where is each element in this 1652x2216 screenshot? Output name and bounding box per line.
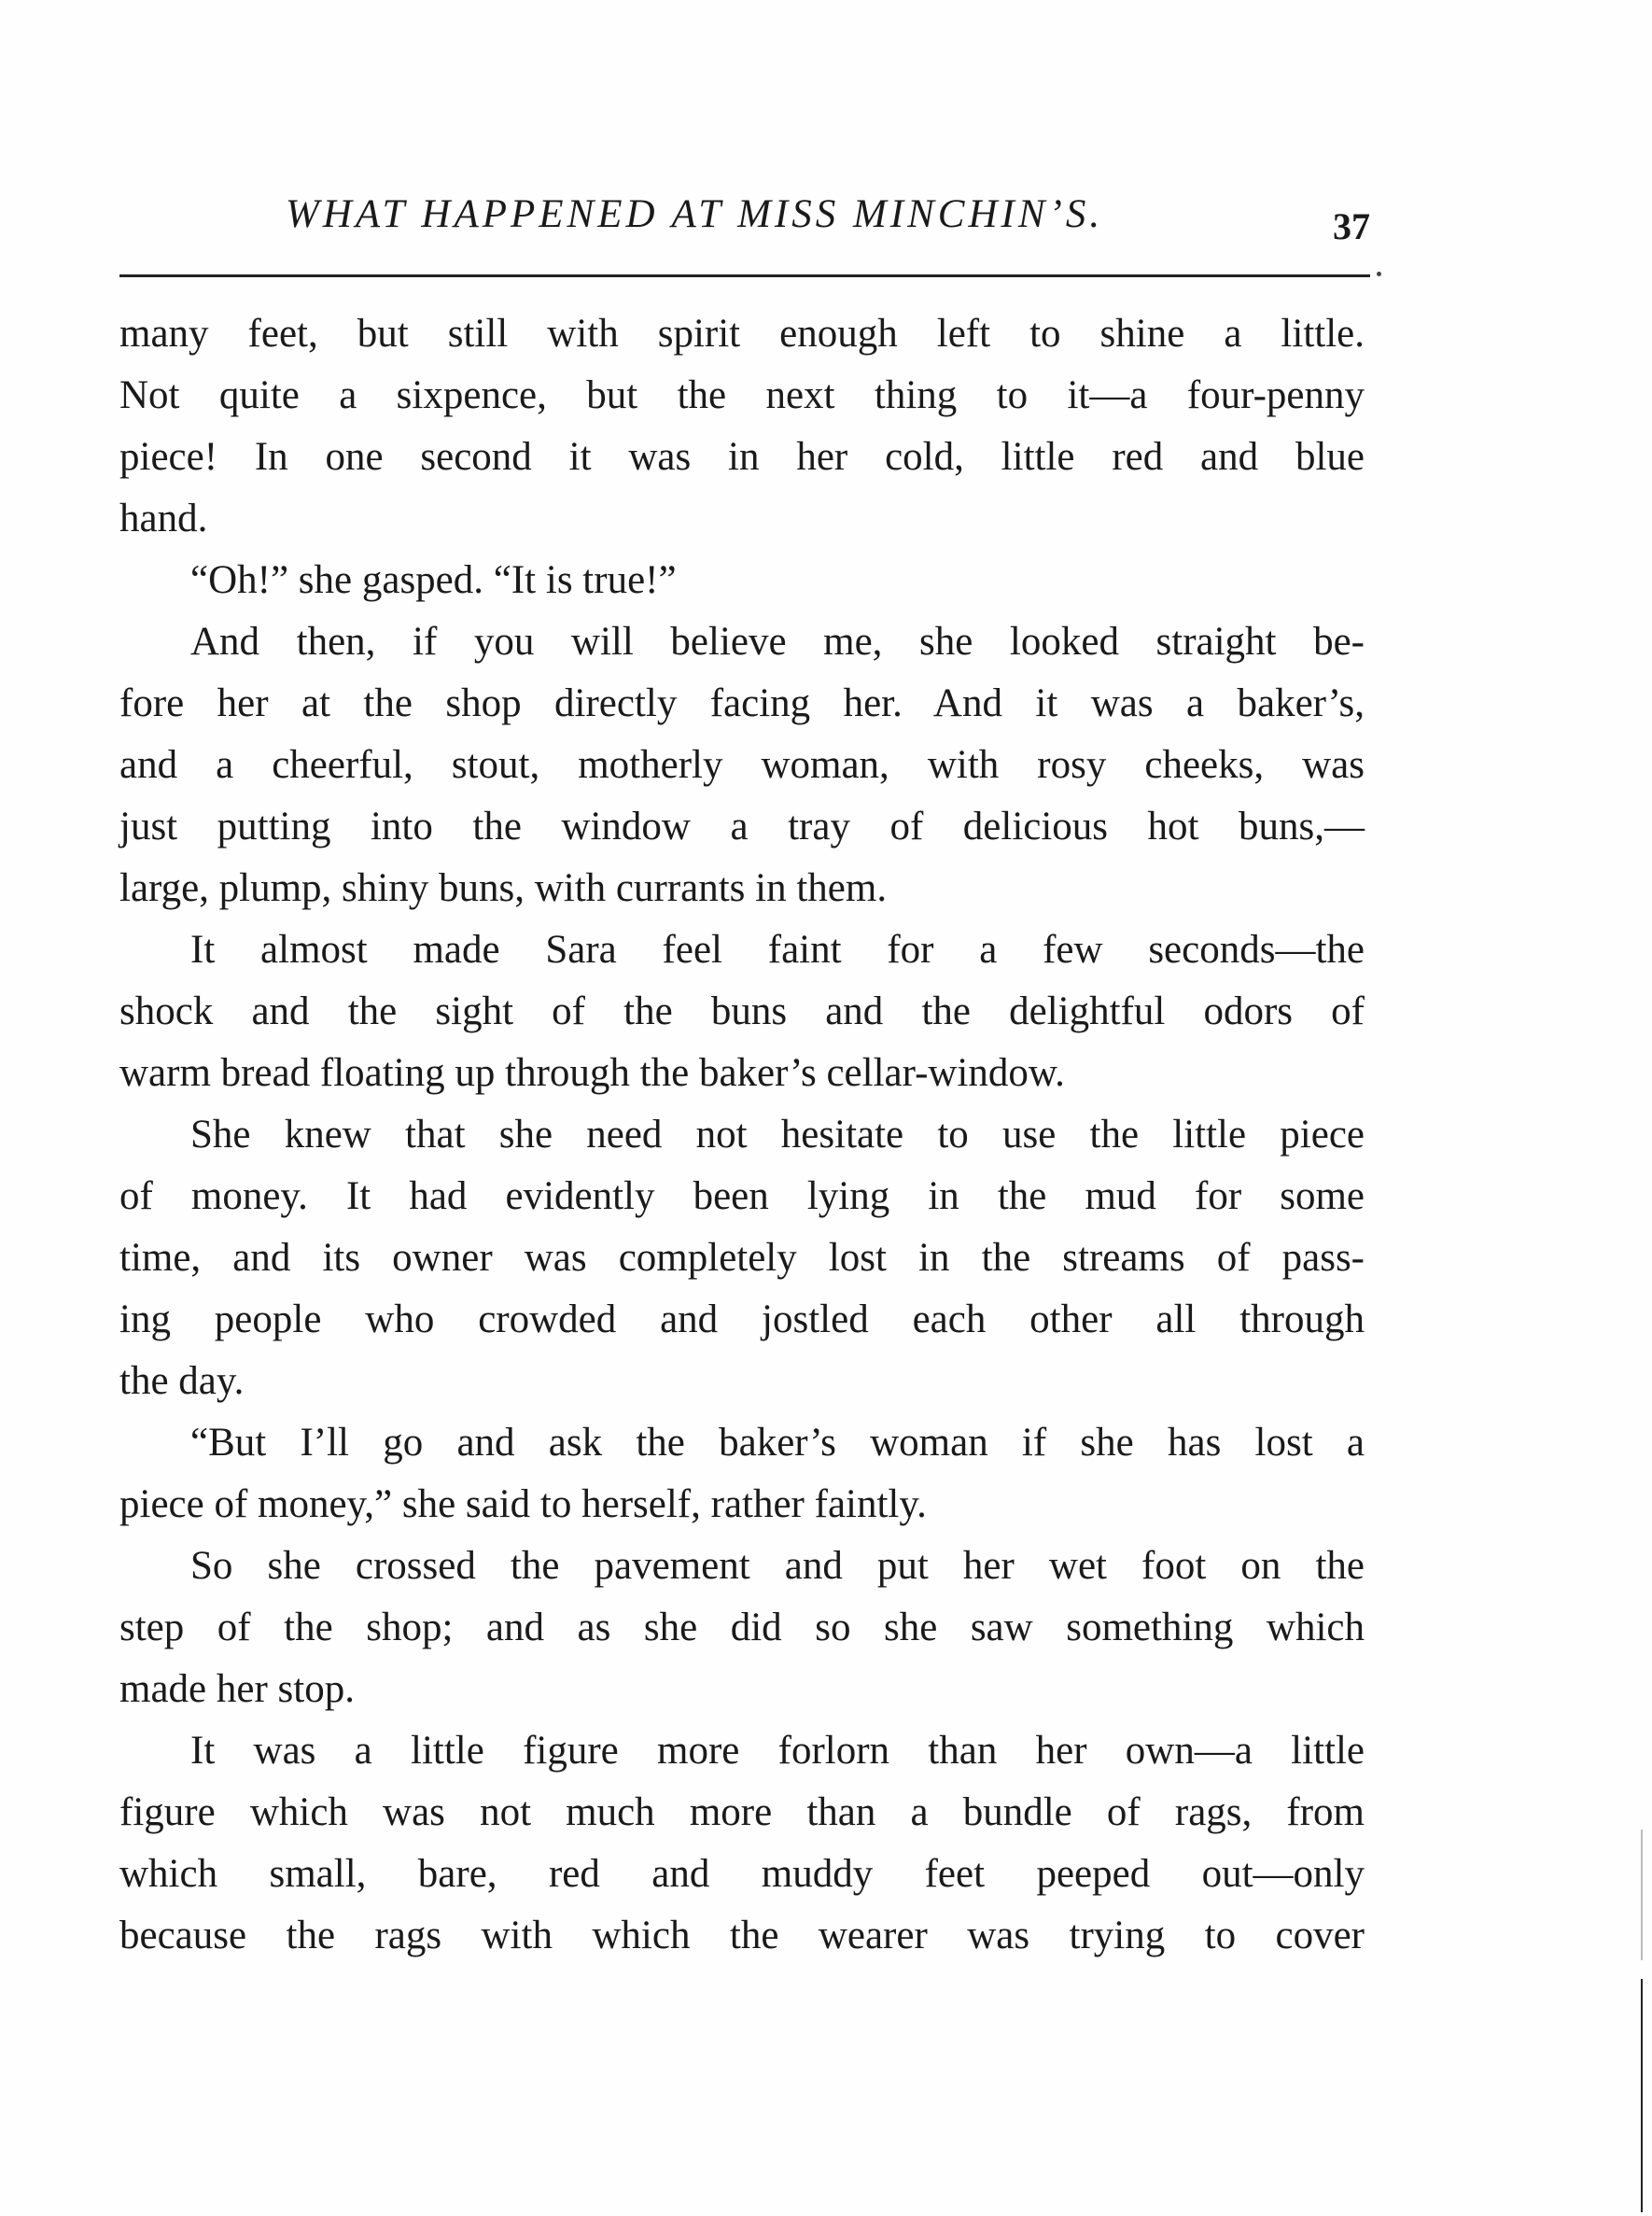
text-line: large, plump, shiny buns, with currants in them. [119, 866, 888, 910]
text-line: She knew that she need not hesitate to use the little piece [190, 1113, 1365, 1157]
running-head [119, 191, 1370, 247]
text-line: the day. [119, 1359, 245, 1403]
text-line: just putting into the window a tray of delicious hot buns,— [119, 805, 1365, 849]
text-line: “But I’ll go and ask the baker’s woman if she has lost a [190, 1421, 1365, 1465]
text-line: time, and its owner was completely lost in the streams of pass- [119, 1236, 1365, 1280]
page-edge-mark [1641, 1979, 1643, 2212]
paragraph [119, 1536, 1365, 1720]
text-line: of money. It had evidently been lying in the mud for some [119, 1174, 1365, 1218]
rule-end-dot [1377, 272, 1381, 276]
gutter-mark [1641, 1830, 1643, 1960]
text-line: shock and the sight of the buns and the delightful odors of [119, 989, 1365, 1033]
text-line: because the rags with which the wearer was trying to cover [119, 1914, 1365, 1957]
paragraph [119, 611, 1365, 919]
text-line: made her stop. [119, 1667, 355, 1711]
text-line: Not quite a sixpence, but the next thing to it—a four-penny [119, 373, 1365, 417]
text-line: It was a little figure more forlorn than her own—a little [190, 1729, 1365, 1773]
body-text [119, 303, 1365, 1967]
page-number: 37 [1333, 205, 1370, 247]
text-line: and a cheerful, stout, motherly woman, with rosy cheeks, was [119, 743, 1365, 787]
text-line: So she crossed the pavement and put her wet foot on the [190, 1544, 1365, 1588]
text-line: piece! In one second it was in her cold, little red and blue [119, 435, 1365, 479]
paragraph [119, 1720, 1365, 1967]
paragraph [119, 1104, 1365, 1412]
running-title: WHAT HAPPENED AT MISS MINCHIN’S. [286, 192, 1104, 236]
text-line: which small, bare, red and muddy feet peeped out—only [119, 1852, 1365, 1896]
paragraph [119, 1412, 1365, 1536]
text-line: figure which was not much more than a bundle of rags, from [119, 1790, 1365, 1834]
text-line: “Oh!” she gasped. “It is true!” [190, 558, 677, 602]
text-line: And then, if you will believe me, she looked straight be- [190, 620, 1365, 664]
text-line: hand. [119, 497, 208, 540]
text-line: warm bread floating up through the baker’s cellar-window. [119, 1051, 1065, 1095]
paragraph [119, 919, 1365, 1104]
paragraph [119, 550, 1365, 611]
header-rule [119, 274, 1370, 277]
text-line: step of the shop; and as she did so she saw something which [119, 1606, 1365, 1649]
text-line: ing people who crowded and jostled each other all through [119, 1297, 1365, 1341]
text-line: piece of money,” she said to herself, rather faintly. [119, 1482, 927, 1526]
text-line: It almost made Sara feel faint for a few seconds—the [190, 928, 1365, 972]
paragraph [119, 303, 1365, 550]
text-line: fore her at the shop directly facing her. And it was a baker’s, [119, 681, 1365, 725]
text-line: many feet, but still with spirit enough left to shine a little. [119, 312, 1365, 356]
